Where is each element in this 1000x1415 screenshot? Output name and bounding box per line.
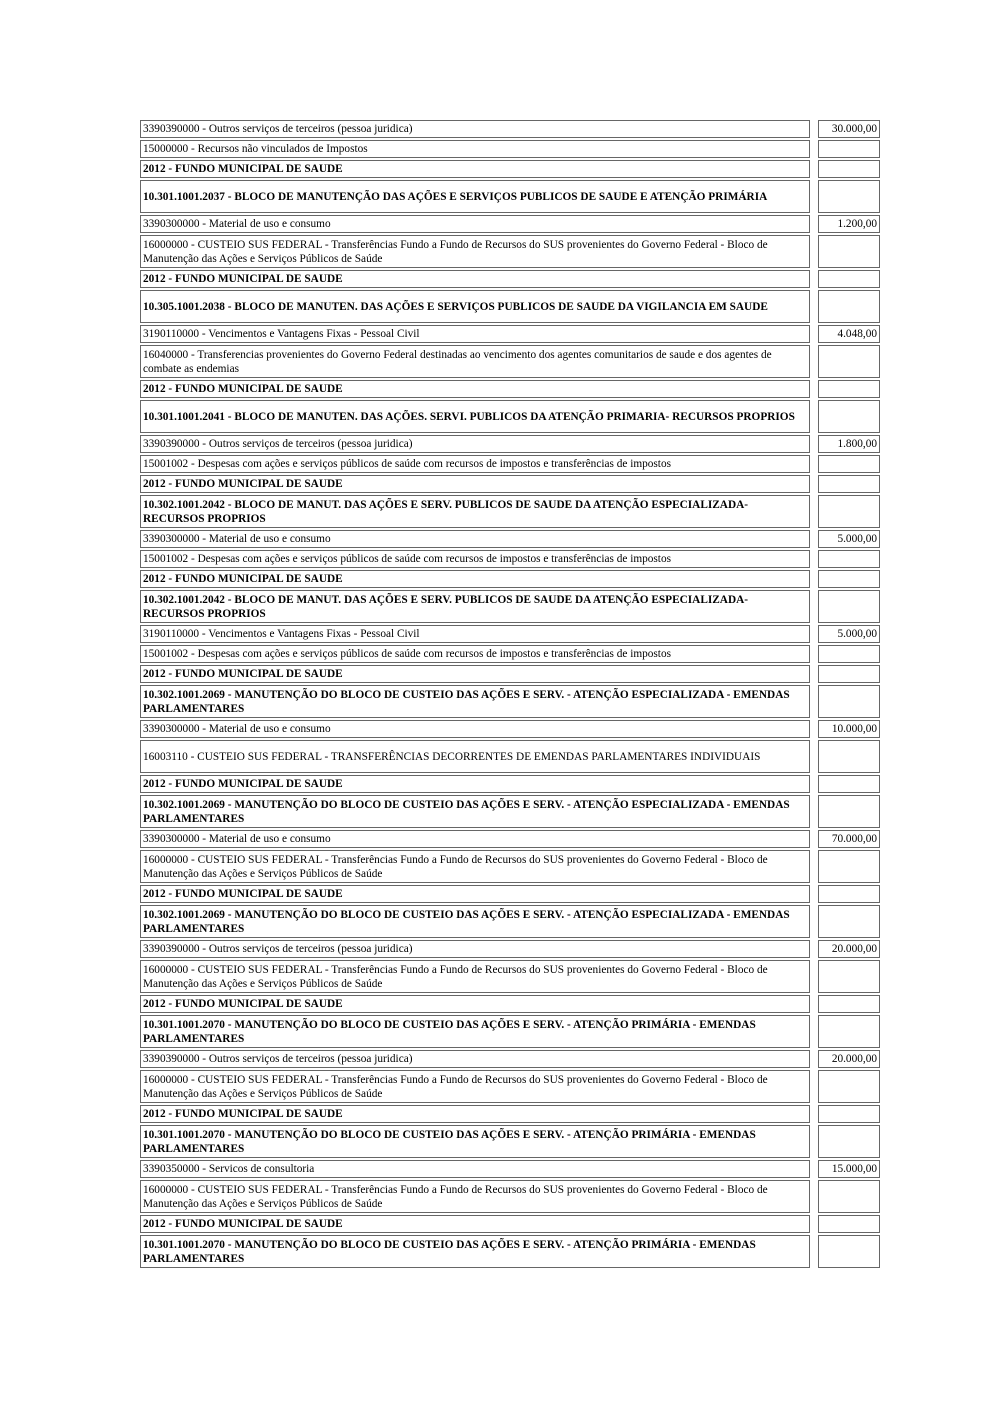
row-value [818,1215,880,1233]
row-value [818,960,880,993]
row-description: 16003110 - CUSTEIO SUS FEDERAL - TRANSFERÊNCIAS DECORRENTES DE EMENDAS PARLAMENTARES INDIVIDUAIS [140,740,810,773]
table-row-heading [140,775,880,793]
row-value [818,885,880,903]
table-row-heading [140,290,880,323]
row-value: 20.000,00 [818,1050,880,1068]
row-description: 10.301.1001.2037 - BLOCO DE MANUTENÇÃO DAS AÇÕES E SERVIÇOS PUBLICOS DE SAUDE E ATENÇÃO PRIMÁRIA [140,180,810,213]
table-row [140,120,880,138]
row-description: 10.301.1001.2070 - MANUTENÇÃO DO BLOCO DE CUSTEIO DAS AÇÕES E SERV. - ATENÇÃO PRIMÁRIA - EMENDAS PARLAMENTARES [140,1235,810,1268]
table-row [140,1180,880,1213]
row-value [818,495,880,528]
row-description: 16000000 - CUSTEIO SUS FEDERAL - Transferências Fundo a Fundo de Recursos do SUS provenientes do Governo Federal - Bloco de Manutenção das Ações e Serviços Públicos de Saúde [140,1180,810,1213]
row-value [818,380,880,398]
table-row-heading [140,590,880,623]
row-description: 15000000 - Recursos não vinculados de Impostos [140,140,810,158]
table-row [140,435,880,453]
table-row [140,1050,880,1068]
table-row-heading [140,270,880,288]
table-row-heading [140,995,880,1013]
table-row [140,550,880,568]
table-row-heading [140,1015,880,1048]
row-value [818,850,880,883]
row-description: 2012 - FUNDO MUNICIPAL DE SAUDE [140,380,810,398]
row-description: 16040000 - Transferencias provenientes do Governo Federal destinadas ao vencimento dos agentes comunitarios de saude e dos agentes de combate as endemias [140,345,810,378]
table-row [140,830,880,848]
row-value [818,1125,880,1158]
row-description: 2012 - FUNDO MUNICIPAL DE SAUDE [140,270,810,288]
table-row-heading [140,905,880,938]
row-description: 16000000 - CUSTEIO SUS FEDERAL - Transferências Fundo a Fundo de Recursos do SUS provenientes do Governo Federal - Bloco de Manutenção das Ações e Serviços Públicos de Saúde [140,850,810,883]
table-row-heading [140,685,880,718]
table-row-heading [140,570,880,588]
row-value [818,270,880,288]
row-value: 5.000,00 [818,625,880,643]
table-row [140,1160,880,1178]
row-description: 3390300000 - Material de uso e consumo [140,215,810,233]
row-description: 16000000 - CUSTEIO SUS FEDERAL - Transferências Fundo a Fundo de Recursos do SUS provenientes do Governo Federal - Bloco de Manutenção das Ações e Serviços Públicos de Saúde [140,960,810,993]
row-value [818,290,880,323]
budget-table [140,120,880,1270]
table-row-heading [140,495,880,528]
row-description: 10.302.1001.2069 - MANUTENÇÃO DO BLOCO DE CUSTEIO DAS AÇÕES E SERV. - ATENÇÃO ESPECIALIZADA - EMENDAS PARLAMENTARES [140,905,810,938]
table-row-heading [140,380,880,398]
row-value [818,1070,880,1103]
table-row-heading [140,160,880,178]
row-description: 2012 - FUNDO MUNICIPAL DE SAUDE [140,995,810,1013]
table-row [140,345,880,378]
row-value [818,665,880,683]
table-row [140,960,880,993]
row-value [818,1180,880,1213]
row-value [818,1235,880,1268]
row-value: 70.000,00 [818,830,880,848]
row-description: 3390390000 - Outros serviços de terceiros (pessoa juridica) [140,435,810,453]
row-value [818,455,880,473]
row-description: 10.302.1001.2069 - MANUTENÇÃO DO BLOCO DE CUSTEIO DAS AÇÕES E SERV. - ATENÇÃO ESPECIALIZADA - EMENDAS PARLAMENTARES [140,685,810,718]
row-value [818,235,880,268]
row-value [818,1015,880,1048]
row-description: 2012 - FUNDO MUNICIPAL DE SAUDE [140,885,810,903]
row-description: 15001002 - Despesas com ações e serviços públicos de saúde com recursos de impostos e transferências de impostos [140,550,810,568]
row-description: 2012 - FUNDO MUNICIPAL DE SAUDE [140,1105,810,1123]
row-description: 2012 - FUNDO MUNICIPAL DE SAUDE [140,775,810,793]
row-value [818,645,880,663]
row-description: 15001002 - Despesas com ações e serviços públicos de saúde com recursos de impostos e transferências de impostos [140,645,810,663]
row-description: 3390300000 - Material de uso e consumo [140,530,810,548]
table-row-heading [140,1215,880,1233]
row-value [818,775,880,793]
row-value [818,160,880,178]
row-value: 4.048,00 [818,325,880,343]
row-description: 10.302.1001.2042 - BLOCO DE MANUT. DAS AÇÕES E SERV. PUBLICOS DE SAUDE DA ATENÇÃO ESPECIALIZADA- RECURSOS PROPRIOS [140,495,810,528]
table-row-heading [140,665,880,683]
row-description: 3390390000 - Outros serviços de terceiros (pessoa juridica) [140,940,810,958]
table-row [140,1070,880,1103]
table-row [140,235,880,268]
row-value: 10.000,00 [818,720,880,738]
table-row-heading [140,400,880,433]
table-row-heading [140,475,880,493]
row-description: 2012 - FUNDO MUNICIPAL DE SAUDE [140,665,810,683]
row-description: 3390300000 - Material de uso e consumo [140,830,810,848]
row-value [818,995,880,1013]
row-description: 10.301.1001.2070 - MANUTENÇÃO DO BLOCO DE CUSTEIO DAS AÇÕES E SERV. - ATENÇÃO PRIMÁRIA - EMENDAS PARLAMENTARES [140,1125,810,1158]
row-value: 5.000,00 [818,530,880,548]
table-row-heading [140,1105,880,1123]
table-row [140,740,880,773]
row-description: 16000000 - CUSTEIO SUS FEDERAL - Transferências Fundo a Fundo de Recursos do SUS provenientes do Governo Federal - Bloco de Manutenção das Ações e Serviços Públicos de Saúde [140,235,810,268]
table-row-heading [140,885,880,903]
row-description: 10.301.1001.2070 - MANUTENÇÃO DO BLOCO DE CUSTEIO DAS AÇÕES E SERV. - ATENÇÃO PRIMÁRIA - EMENDAS PARLAMENTARES [140,1015,810,1048]
row-value [818,140,880,158]
row-value [818,590,880,623]
row-value [818,685,880,718]
table-row-heading [140,795,880,828]
row-value [818,905,880,938]
row-value [818,345,880,378]
row-value [818,740,880,773]
table-row [140,140,880,158]
table-row [140,215,880,233]
row-value [818,570,880,588]
row-description: 2012 - FUNDO MUNICIPAL DE SAUDE [140,1215,810,1233]
table-row [140,720,880,738]
row-value [818,795,880,828]
row-description: 3390350000 - Servicos de consultoria [140,1160,810,1178]
row-description: 3390300000 - Material de uso e consumo [140,720,810,738]
row-description: 3390390000 - Outros serviços de terceiros (pessoa juridica) [140,1050,810,1068]
row-value: 15.000,00 [818,1160,880,1178]
table-row [140,625,880,643]
row-description: 10.305.1001.2038 - BLOCO DE MANUTEN. DAS AÇÕES E SERVIÇOS PUBLICOS DE SAUDE DA VIGILANCIA EM SAUDE [140,290,810,323]
row-description: 2012 - FUNDO MUNICIPAL DE SAUDE [140,570,810,588]
row-value [818,400,880,433]
table-row [140,940,880,958]
row-description: 3190110000 - Vencimentos e Vantagens Fixas - Pessoal Civil [140,325,810,343]
row-value: 1.200,00 [818,215,880,233]
row-description: 3190110000 - Vencimentos e Vantagens Fixas - Pessoal Civil [140,625,810,643]
row-value: 1.800,00 [818,435,880,453]
row-description: 2012 - FUNDO MUNICIPAL DE SAUDE [140,475,810,493]
row-value: 20.000,00 [818,940,880,958]
row-description: 16000000 - CUSTEIO SUS FEDERAL - Transferências Fundo a Fundo de Recursos do SUS provenientes do Governo Federal - Bloco de Manutenção das Ações e Serviços Públicos de Saúde [140,1070,810,1103]
row-description: 10.302.1001.2069 - MANUTENÇÃO DO BLOCO DE CUSTEIO DAS AÇÕES E SERV. - ATENÇÃO ESPECIALIZADA - EMENDAS PARLAMENTARES [140,795,810,828]
row-value [818,1105,880,1123]
row-value [818,475,880,493]
table-row-heading [140,180,880,213]
row-description: 10.301.1001.2041 - BLOCO DE MANUTEN. DAS AÇÕES. SERVI. PUBLICOS DA ATENÇÃO PRIMARIA- RECURSOS PROPRIOS [140,400,810,433]
row-description: 15001002 - Despesas com ações e serviços públicos de saúde com recursos de impostos e transferências de impostos [140,455,810,473]
row-description: 2012 - FUNDO MUNICIPAL DE SAUDE [140,160,810,178]
row-value [818,550,880,568]
table-row [140,850,880,883]
table-row-heading [140,1235,880,1268]
table-row [140,645,880,663]
table-row-heading [140,1125,880,1158]
table-row [140,530,880,548]
row-value [818,180,880,213]
table-row [140,455,880,473]
row-description: 3390390000 - Outros serviços de terceiros (pessoa juridica) [140,120,810,138]
row-description: 10.302.1001.2042 - BLOCO DE MANUT. DAS AÇÕES E SERV. PUBLICOS DE SAUDE DA ATENÇÃO ESPECIALIZADA- RECURSOS PROPRIOS [140,590,810,623]
row-value: 30.000,00 [818,120,880,138]
table-row [140,325,880,343]
